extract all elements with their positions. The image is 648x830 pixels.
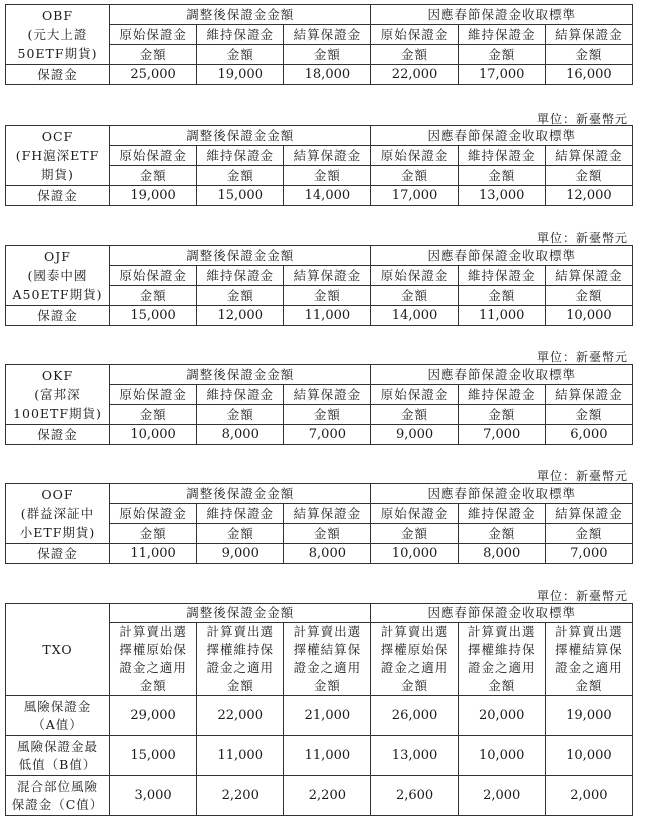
value-cell: 19,000	[545, 696, 632, 736]
value-cell: 22,000	[197, 696, 284, 736]
col-header-amount: 金額	[284, 524, 371, 544]
row-label-risk-margin-a: 風險保證金 （A值）	[6, 696, 110, 736]
col-header-amount: 金額	[197, 524, 284, 544]
col-header-maintenance: 維持保證金	[458, 146, 545, 166]
col-header-amount: 金額	[284, 405, 371, 425]
product-name-line: (富邦深	[34, 387, 81, 402]
col-header-initial: 原始保證金	[371, 385, 458, 405]
txo-col-header: 計算賣出選 擇權結算保 證金之適用 金額	[284, 623, 371, 696]
value-cell: 10,000	[371, 544, 458, 564]
col-header-amount: 金額	[110, 524, 197, 544]
col-header-initial: 原始保證金	[371, 266, 458, 286]
row-label-margin: 保證金	[6, 544, 110, 564]
value-cell: 15,000	[197, 186, 284, 206]
value-cell: 6,000	[545, 425, 632, 445]
col-header-amount: 金額	[371, 405, 458, 425]
value-cell: 17,000	[371, 186, 458, 206]
txo-col-header: 計算賣出選 擇權原始保 證金之適用 金額	[110, 623, 197, 696]
col-header-initial: 原始保證金	[371, 504, 458, 524]
product-code: OBF	[41, 8, 74, 23]
value-cell: 2,000	[545, 776, 632, 816]
col-header-initial: 原始保證金	[371, 25, 458, 45]
value-cell: 12,000	[545, 186, 632, 206]
unit-label: 單位：新臺幣元	[536, 231, 628, 245]
col-header-maintenance: 維持保證金	[197, 146, 284, 166]
row-label-combo-risk-margin-c: 混合部位風險 保證金（C值）	[6, 776, 110, 816]
value-cell: 22,000	[371, 65, 458, 85]
col-header-amount: 金額	[110, 405, 197, 425]
product-name-cell	[6, 246, 110, 306]
product-code: OKF	[41, 368, 74, 383]
group-header-adjusted: 調整後保證金金額	[110, 365, 371, 385]
col-header-amount: 金額	[458, 524, 545, 544]
value-cell: 29,000	[110, 696, 197, 736]
value-cell: 11,000	[110, 544, 197, 564]
col-header-amount: 金額	[110, 286, 197, 306]
value-cell: 19,000	[197, 65, 284, 85]
col-header-amount: 金額	[197, 286, 284, 306]
product-code: OCF	[41, 129, 74, 144]
value-cell: 2,000	[458, 776, 545, 816]
col-header-amount: 金額	[284, 45, 371, 65]
col-header-amount: 金額	[545, 524, 632, 544]
col-header-amount: 金額	[458, 166, 545, 186]
product-name-cell	[6, 365, 110, 425]
col-header-amount: 金額	[371, 45, 458, 65]
col-header-amount: 金額	[458, 286, 545, 306]
col-header-amount: 金額	[371, 524, 458, 544]
col-header-maintenance: 維持保證金	[458, 504, 545, 524]
col-header-maintenance: 維持保證金	[197, 25, 284, 45]
col-header-initial: 原始保證金	[110, 25, 197, 45]
col-header-amount: 金額	[371, 286, 458, 306]
col-header-initial: 原始保證金	[110, 385, 197, 405]
value-cell: 15,000	[110, 736, 197, 776]
product-name-line: 100ETF期貨)	[13, 406, 102, 421]
row-label-margin: 保證金	[6, 306, 110, 326]
row-label-margin: 保證金	[6, 425, 110, 445]
value-cell: 8,000	[458, 544, 545, 564]
product-name-line: 小ETF期貨)	[19, 525, 96, 540]
col-header-clearing: 結算保證金	[284, 146, 371, 166]
col-header-clearing: 結算保證金	[284, 25, 371, 45]
unit-label: 單位：新臺幣元	[536, 112, 628, 126]
product-name-cell	[6, 126, 110, 186]
value-cell: 8,000	[284, 544, 371, 564]
product-name-cell	[6, 5, 110, 65]
col-header-amount: 金額	[458, 405, 545, 425]
product-name-line: A50ETF期貨)	[12, 287, 103, 302]
product-code: OJF	[44, 249, 71, 264]
col-header-maintenance: 維持保證金	[197, 266, 284, 286]
col-header-amount: 金額	[197, 405, 284, 425]
value-cell: 7,000	[458, 425, 545, 445]
group-header-adjusted: 調整後保證金金額	[110, 484, 371, 504]
value-cell: 13,000	[458, 186, 545, 206]
value-cell: 3,000	[110, 776, 197, 816]
unit-label: 單位：新臺幣元	[536, 350, 628, 364]
value-cell: 12,000	[197, 306, 284, 326]
value-cell: 13,000	[371, 736, 458, 776]
txo-col-header: 計算賣出選 擇權維持保 證金之適用 金額	[458, 623, 545, 696]
col-header-clearing: 結算保證金	[284, 385, 371, 405]
col-header-amount: 金額	[284, 166, 371, 186]
col-header-amount: 金額	[545, 45, 632, 65]
group-header-festival: 因應春節保證金收取標準	[371, 604, 633, 623]
value-cell: 9,000	[371, 425, 458, 445]
col-header-amount: 金額	[545, 166, 632, 186]
col-header-initial: 原始保證金	[110, 504, 197, 524]
col-header-maintenance: 維持保證金	[458, 25, 545, 45]
col-header-amount: 金額	[110, 45, 197, 65]
value-cell: 16,000	[545, 65, 632, 85]
value-cell: 2,200	[284, 776, 371, 816]
unit-label: 單位：新臺幣元	[536, 589, 628, 603]
value-cell: 7,000	[545, 544, 632, 564]
group-header-adjusted: 調整後保證金金額	[110, 126, 371, 146]
value-cell: 11,000	[197, 736, 284, 776]
col-header-amount: 金額	[110, 166, 197, 186]
group-header-adjusted: 調整後保證金金額	[110, 5, 371, 25]
margin-table-oof	[5, 483, 633, 564]
product-name-line: 期貨)	[41, 167, 74, 182]
unit-label: 單位：新臺幣元	[536, 469, 628, 483]
col-header-initial: 原始保證金	[371, 146, 458, 166]
value-cell: 11,000	[284, 736, 371, 776]
margin-table-okf	[5, 364, 633, 445]
group-header-festival: 因應春節保證金收取標準	[371, 484, 633, 504]
value-cell: 14,000	[371, 306, 458, 326]
row-label-risk-margin-min-b: 風險保證金最 低值（B值）	[6, 736, 110, 776]
value-cell: 26,000	[371, 696, 458, 736]
txo-col-header: 計算賣出選 擇權結算保 證金之適用 金額	[545, 623, 632, 696]
group-header-festival: 因應春節保證金收取標準	[371, 5, 633, 25]
product-name-cell	[6, 484, 110, 544]
product-name-line: (國泰中國	[27, 268, 88, 283]
group-header-adjusted: 調整後保證金金額	[110, 604, 371, 623]
value-cell: 17,000	[458, 65, 545, 85]
col-header-clearing: 結算保證金	[545, 504, 632, 524]
col-header-clearing: 結算保證金	[545, 385, 632, 405]
group-header-adjusted: 調整後保證金金額	[110, 246, 371, 266]
col-header-maintenance: 維持保證金	[197, 504, 284, 524]
value-cell: 7,000	[284, 425, 371, 445]
margin-table-ocf	[5, 125, 633, 206]
col-header-amount: 金額	[545, 405, 632, 425]
product-name-line: (群益深証中	[20, 506, 95, 521]
value-cell: 20,000	[458, 696, 545, 736]
product-code: TXO	[6, 604, 110, 696]
value-cell: 15,000	[110, 306, 197, 326]
group-header-festival: 因應春節保證金收取標準	[371, 365, 633, 385]
margin-table-ojf	[5, 245, 633, 326]
col-header-amount: 金額	[545, 286, 632, 306]
txo-col-header: 計算賣出選 擇權原始保 證金之適用 金額	[371, 623, 458, 696]
row-label-margin: 保證金	[6, 186, 110, 206]
value-cell: 25,000	[110, 65, 197, 85]
col-header-amount: 金額	[197, 45, 284, 65]
product-code: OOF	[41, 487, 74, 502]
col-header-amount: 金額	[371, 166, 458, 186]
col-header-amount: 金額	[458, 45, 545, 65]
col-header-maintenance: 維持保證金	[458, 385, 545, 405]
col-header-maintenance: 維持保證金	[458, 266, 545, 286]
value-cell: 9,000	[197, 544, 284, 564]
col-header-clearing: 結算保證金	[545, 266, 632, 286]
value-cell: 10,000	[545, 306, 632, 326]
margin-table-txo	[5, 603, 633, 816]
row-label-margin: 保證金	[6, 65, 110, 85]
value-cell: 18,000	[284, 65, 371, 85]
value-cell: 21,000	[284, 696, 371, 736]
col-header-amount: 金額	[284, 286, 371, 306]
col-header-clearing: 結算保證金	[545, 146, 632, 166]
value-cell: 19,000	[110, 186, 197, 206]
product-name-line: 50ETF期貨)	[17, 46, 98, 61]
value-cell: 10,000	[110, 425, 197, 445]
value-cell: 2,600	[371, 776, 458, 816]
value-cell: 8,000	[197, 425, 284, 445]
txo-col-header: 計算賣出選 擇權維持保 證金之適用 金額	[197, 623, 284, 696]
col-header-clearing: 結算保證金	[545, 25, 632, 45]
product-name-line: (FH滬深ETF	[15, 148, 100, 163]
col-header-amount: 金額	[197, 166, 284, 186]
group-header-festival: 因應春節保證金收取標準	[371, 126, 633, 146]
margin-table-obf	[5, 4, 633, 85]
value-cell: 2,200	[197, 776, 284, 816]
col-header-maintenance: 維持保證金	[197, 385, 284, 405]
value-cell: 10,000	[458, 736, 545, 776]
value-cell: 11,000	[284, 306, 371, 326]
value-cell: 11,000	[458, 306, 545, 326]
col-header-clearing: 結算保證金	[284, 266, 371, 286]
col-header-initial: 原始保證金	[110, 146, 197, 166]
group-header-festival: 因應春節保證金收取標準	[371, 246, 633, 266]
col-header-initial: 原始保證金	[110, 266, 197, 286]
value-cell: 10,000	[545, 736, 632, 776]
product-name-line: (元大上證	[27, 27, 88, 42]
value-cell: 14,000	[284, 186, 371, 206]
col-header-clearing: 結算保證金	[284, 504, 371, 524]
